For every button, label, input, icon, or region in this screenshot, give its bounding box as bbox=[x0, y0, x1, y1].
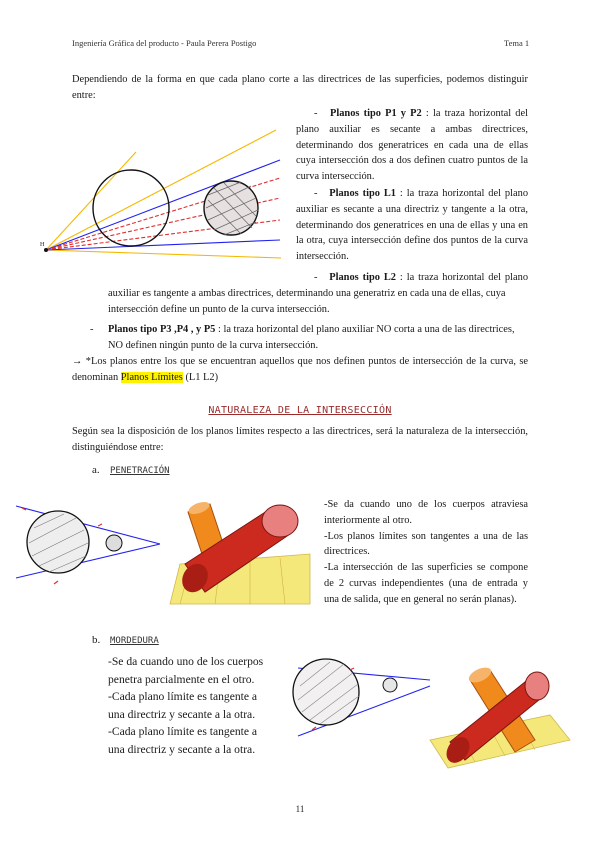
mordedura-text bbox=[108, 653, 288, 758]
planos-l2-line1: - Planos tipo L2 : la traza horizontal del plano bbox=[314, 272, 528, 283]
planos-limites-note: → *Los planos entre los que se encuentran aquellos que nos definen puntos de intersección de la curva, se denominan Planos Límites (L1 L2) bbox=[72, 356, 528, 383]
section-intro: Según sea la disposición de los planos límites respecto a las directrices, será la naturaleza de la intersección, distinguiéndose entre: bbox=[72, 426, 528, 453]
penetracion-diagram bbox=[14, 498, 164, 588]
header-chapter: Tema 1 bbox=[504, 38, 530, 48]
mordedura-line-3: -Cada plano límite es tangente a bbox=[108, 690, 258, 703]
mordedura-line-1: -Se da cuando uno de los cuerpos bbox=[108, 655, 264, 668]
mordedura-title: MORDEDURA bbox=[110, 636, 159, 646]
section-title: NATURALEZA DE LA INTERSECCIÓN bbox=[208, 405, 392, 416]
mordedura-line-6: una directriz y secante a la otra. bbox=[108, 742, 256, 756]
planos-l2-cont: auxiliar es tangente a ambas directrices, determinando una generatriz en cada una de ellas, cuya intersección define un punto de la curva intersección. bbox=[108, 288, 506, 315]
item-a-letter: a. bbox=[92, 464, 100, 476]
mordedura-line-4: una directriz y secante a la otra. bbox=[108, 707, 256, 721]
page-number: 11 bbox=[295, 804, 305, 814]
svg-text:H: H bbox=[40, 242, 45, 248]
planos-p3-p5: - Planos tipo P3 ,P4 , y P5 : la traza horizontal del plano auxiliar NO corta a una de las directrices, NO definen ningún punto de la curva intersección. bbox=[90, 324, 515, 351]
planos-l1: - Planos tipo L1 : la traza horizontal del plano auxiliar es secante a una directriz y tangente a la otra, determinando dos generatrices en una de ellas y una en la otra, cuya intersección define dos puntos de la curva intersección. bbox=[296, 188, 529, 263]
penetracion-cylinders bbox=[160, 494, 320, 606]
mordedura-line-5: -Cada plano límite es tangente a bbox=[108, 725, 258, 738]
mordedura-line-2: penetra parcialmente en el otro. bbox=[108, 672, 255, 686]
header-title: Ingeniería Gráfica del producto - Paula Perera Postigo bbox=[72, 38, 257, 48]
penetracion-text: -Se da cuando uno de los cuerpos atraviesa interiormente al otro. -Los planos límites son tangentes a una de las directrices. -La intersección de las superficies se compone de 2 curvas independientes (una de entrada y una de salida, que en general no serán planas). bbox=[324, 499, 528, 605]
intro-paragraph: Dependiendo de la forma en que cada plano corte a las directrices de las superficies, podemos distinguir entre: bbox=[72, 74, 528, 101]
item-b-letter: b. bbox=[92, 634, 101, 646]
directrices-diagram bbox=[36, 120, 292, 280]
planos-p1-p2: - Planos tipo P1 y P2 : la traza horizontal del plano auxiliar es secante a ambas directrices, determinando dos generatrices en cada una de ellas cuya intersección dos a dos definen cuatro puntos de la curva intersección. bbox=[296, 108, 528, 183]
highlight-planos-limites: Planos Límites bbox=[120, 371, 183, 383]
mordedura-cylinders bbox=[420, 660, 580, 772]
mordedura-diagram bbox=[290, 648, 438, 740]
penetracion-title: PENETRACIÓN bbox=[110, 466, 170, 476]
